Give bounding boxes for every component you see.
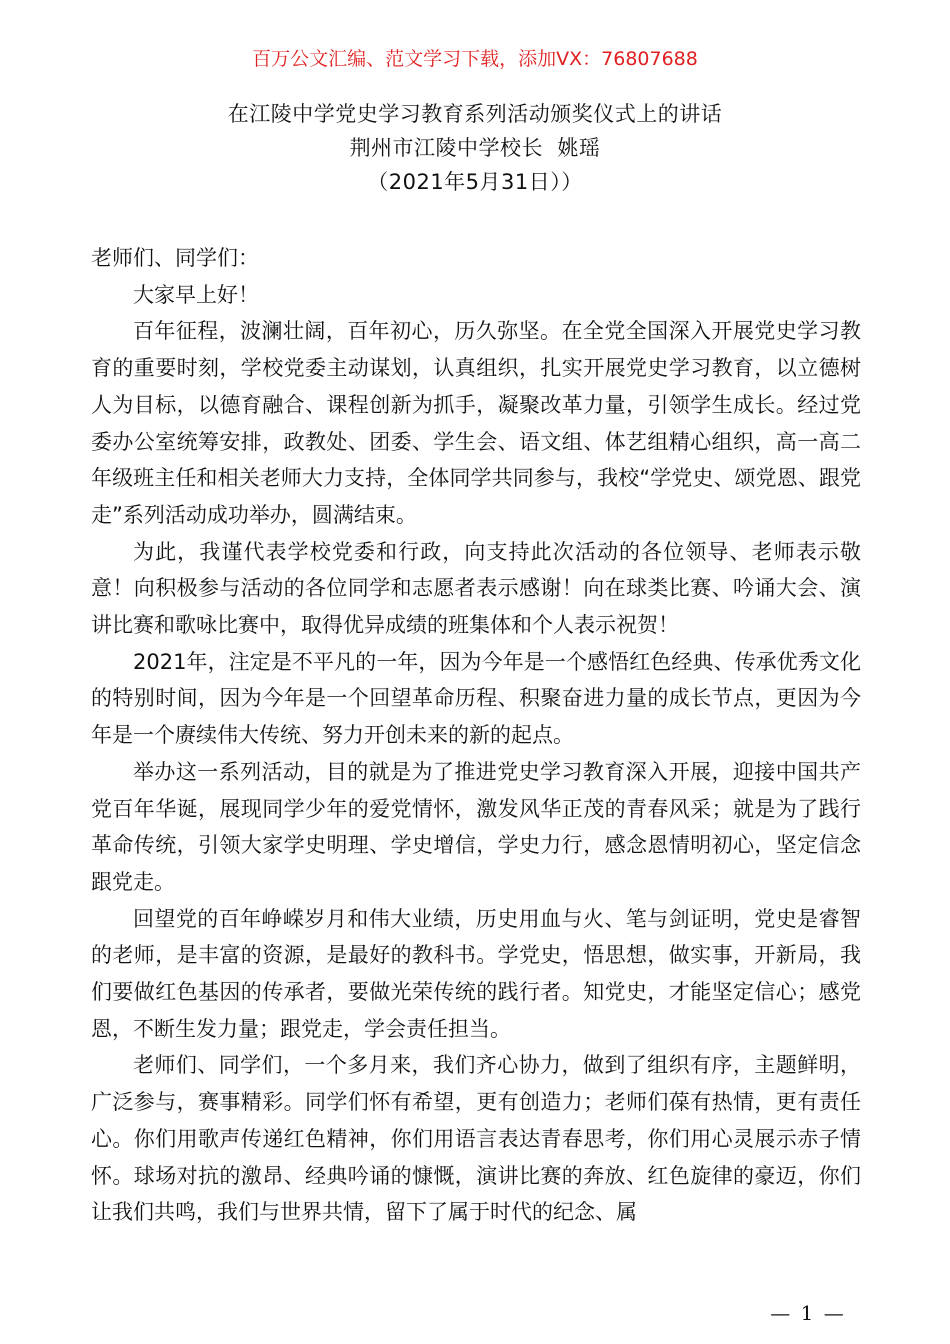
salutation: 老师们、同学们： bbox=[91, 246, 259, 270]
paragraph: 回望党的百年峥嵘岁月和伟大业绩，历史用血与火、笔与剑证明，党史是睿智的老师，是丰富的资源，是最好的教科书。学党史，悟思想，做实事，开新局，我们要做红色基因的传承者，要做光荣传统的践行者。知党史，才能坚定信心；感党恩，不断生发力量；跟党走，学会责任担当。 bbox=[91, 906, 861, 1041]
paragraph: 老师们、同学们，一个多月来，我们齐心协力，做到了组织有序，主题鲜明，广泛参与，赛事精彩。同学们怀有希望，更有创造力；老师们葆有热情，更有责任心。你们用歌声传递红色精神，你们用语言表达青春思考，你们用心灵展示赤子情怀。球场对抗的激昂、经典吟诵的慷慨，演讲比赛的奔放、红色旋律的豪迈，你们让我们共鸣，我们与世界共情，留下了属于时代的纪念、属 bbox=[91, 1053, 861, 1225]
paragraph: 为此，我谨代表学校党委和行政，向支持此次活动的各位领导、老师表示敬意！向积极参与活动的各位同学和志愿者表示感谢！向在球类比赛、吟诵大会、演讲比赛和歌咏比赛中，取得优异成绩的班集体和个人表示祝贺！ bbox=[91, 539, 861, 638]
speech-body bbox=[91, 240, 861, 1231]
paragraph: 大家早上好！ bbox=[133, 282, 259, 307]
paragraph: 2021年，注定是不平凡的一年，因为今年是一个感悟红色经典、传承优秀文化的特别时间，因为今年是一个回望革命历程、积聚奋进力量的成长节点，更因为今年是一个赓续伟大传统、努力开创未来的新的起点。 bbox=[91, 649, 861, 748]
speaker-line: 荆州市江陵中学校长 姚瑶 bbox=[349, 136, 601, 160]
speech-title-block bbox=[0, 97, 950, 199]
page-number: — 1 — bbox=[770, 1301, 846, 1325]
paragraph: 百年征程，波澜壮阔，百年初心，历久弥坚。在全党全国深入开展党史学习教育的重要时刻，学校党委主动谋划，认真组织，扎实开展党史学习教育，以立德树人为目标，以德育融合、课程创新为抓手，凝聚改革力量，引领学生成长。经过党委办公室统筹安排，政教处、团委、学生会、语文组、体艺组精心组织，高一高二年级班主任和相关老师大力支持，全体同学共同参与，我校“学党史、颂党恩、跟党走”系列活动成功举办，圆满结束。 bbox=[91, 319, 861, 527]
speech-title: 在江陵中学党史学习教育系列活动颁奖仪式上的讲话 bbox=[227, 102, 723, 126]
paragraph: 举办这一系列活动，目的就是为了推进党史学习教育深入开展，迎接中国共产党百年华诞，展现同学少年的爱党情怀，激发风华正茂的青春风采；就是为了践行革命传统，引领大家学史明理、学史增信，学史力行，感念恩情明初心，坚定信念跟党走。 bbox=[91, 759, 861, 894]
header-banner: 百万公文汇编、范文学习下载，添加VX：76807688 bbox=[252, 48, 698, 70]
speech-date: （2021年5月31日）） bbox=[367, 170, 583, 194]
